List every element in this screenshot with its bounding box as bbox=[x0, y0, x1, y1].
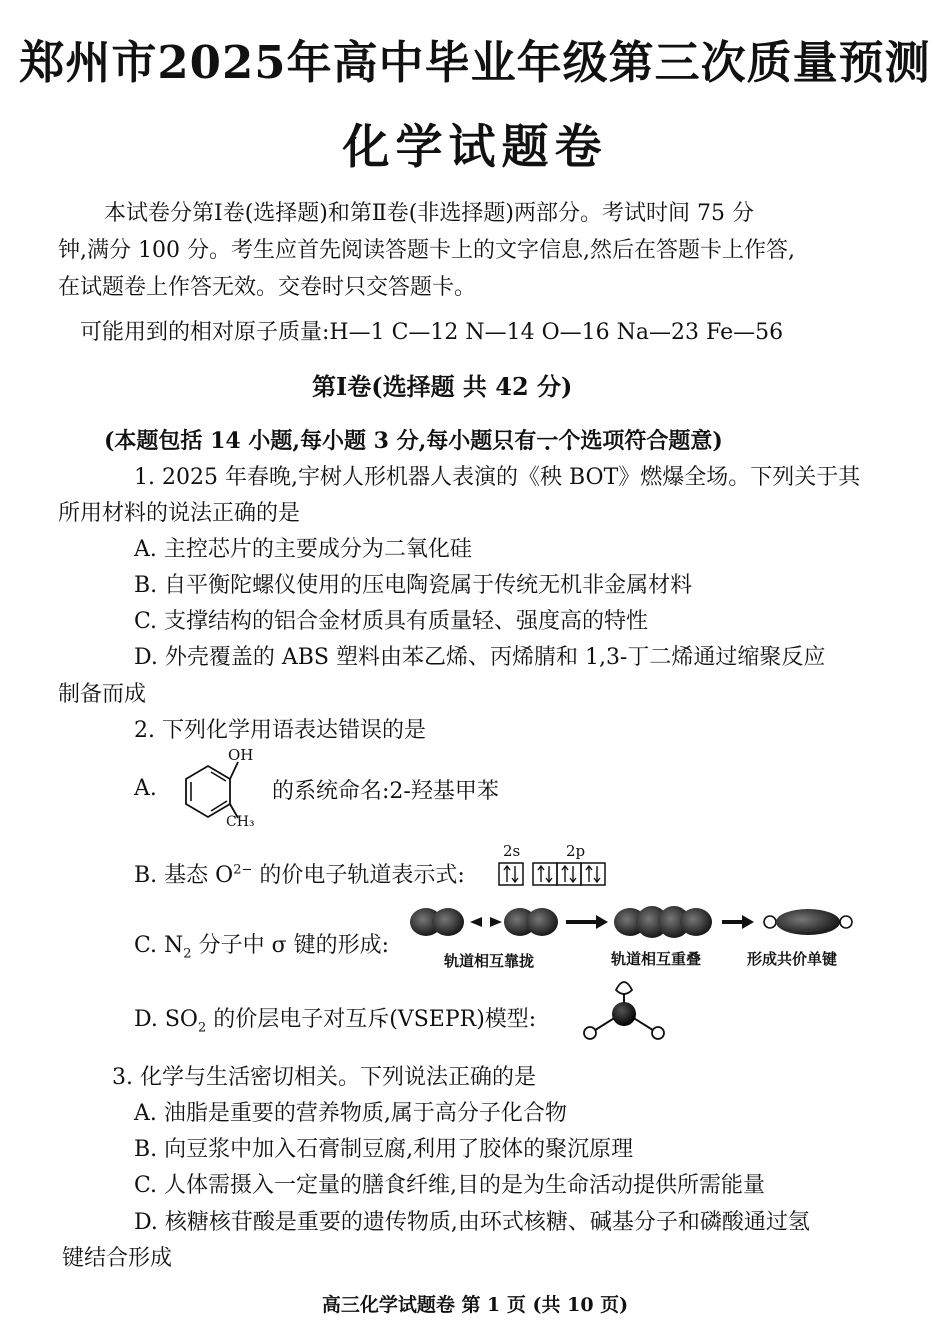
q3-option-b: B. 向豆浆中加入石膏制豆腐,利用了胶体的聚沉原理 bbox=[134, 1137, 634, 1162]
q1-option-d-2: 制备而成 bbox=[58, 682, 147, 707]
q2-d-post: 的价层电子对互斥(VSEPR)模型: bbox=[206, 1007, 537, 1032]
q1-stem-1: 1. 2025 年春晚,宇树人形机器人表演的《秧 BOT》燃爆全场。下列关于其 bbox=[134, 465, 861, 490]
instr-pre: (本题包括 14 小题,每小题 3 分,每小题 bbox=[104, 428, 493, 454]
q2-option-d bbox=[134, 1002, 536, 1035]
q2-stem: 2. 下列化学用语表达错误的是 bbox=[134, 718, 426, 743]
q2-c-sub: 2 bbox=[183, 946, 192, 962]
orbital-2p-label: 2p bbox=[566, 842, 586, 860]
vsepr-model bbox=[578, 976, 670, 1046]
oh-label: OH bbox=[228, 746, 254, 764]
section-title: 第Ⅰ卷(选择题 共 42 分) bbox=[312, 372, 573, 401]
emph-char: 只 bbox=[492, 428, 515, 454]
q2-d-pre: D. SO bbox=[134, 1007, 198, 1032]
q2-d-sub: 2 bbox=[197, 1020, 207, 1036]
q2-option-c bbox=[134, 928, 389, 961]
q3-option-c: C. 人体需摄入一定量的膳食纤维,目的是为生命活动提供所需能量 bbox=[134, 1173, 766, 1198]
q1-option-c: C. 支撑结构的铝合金材质具有质量轻、强度高的特性 bbox=[134, 609, 649, 634]
exam-subtitle: 化学试题卷 bbox=[342, 120, 608, 175]
caption-overlap: 轨道相互重叠 bbox=[611, 950, 702, 968]
sigma-bond-formation-diagram bbox=[408, 900, 858, 946]
q1-option-d-1: D. 外壳覆盖的 ABS 塑料由苯乙烯、丙烯腈和 1,3-丁二烯通过缩聚反应 bbox=[134, 645, 826, 670]
section-instructions bbox=[104, 424, 723, 455]
orbital-2s-label: 2s bbox=[503, 842, 521, 860]
q3-option-d-1: D. 核糖核苷酸是重要的遗传物质,由环式核糖、碱基分子和磷酸通过氢 bbox=[134, 1210, 810, 1235]
emph-char: 个 bbox=[558, 428, 581, 454]
orbital-diagram bbox=[497, 860, 617, 890]
q1-option-b: B. 自平衡陀螺仪使用的压电陶瓷属于传统无机非金属材料 bbox=[134, 573, 693, 598]
exam-title: 郑州市2025年高中毕业年级第三次质量预测 bbox=[19, 36, 931, 89]
intro-line-2: 钟,满分 100 分。考生应首先阅读答题卡上的文字信息,然后在答题卡上作答, bbox=[58, 238, 795, 263]
emph-char: 有 bbox=[514, 428, 537, 454]
q1-option-a: A. 主控芯片的主要成分为二氧化硅 bbox=[134, 537, 472, 562]
caption-single-bond: 形成共价单键 bbox=[747, 950, 838, 968]
ch3-label: CH₃ bbox=[226, 814, 255, 830]
emph-char: 一 bbox=[536, 428, 559, 454]
page-footer: 高三化学试题卷 第 1 页 (共 10 页) bbox=[321, 1294, 629, 1316]
q2-option-a-label: A. bbox=[134, 776, 157, 801]
q3-option-d-2: 键结合形成 bbox=[62, 1246, 173, 1271]
q1-stem-2: 所用材料的说法正确的是 bbox=[58, 501, 301, 526]
atomic-mass-line: 可能用到的相对原子质量:H—1 C—12 N—14 O—16 Na—23 Fe—56 bbox=[80, 320, 784, 345]
q2-c-pre: C. N bbox=[134, 933, 184, 958]
q3-option-a: A. 油脂是重要的营养物质,属于高分子化合物 bbox=[134, 1101, 567, 1126]
q2-b-sup: 2− bbox=[233, 862, 253, 878]
q2-option-b bbox=[134, 858, 465, 889]
instr-post: 选项符合题意) bbox=[580, 428, 723, 454]
q2-b-post: 的价电子轨道表示式: bbox=[252, 863, 465, 888]
q2-option-a-text: 的系统命名:2-羟基甲苯 bbox=[272, 779, 499, 804]
intro-line-3: 在试题卷上作答无效。交卷时只交答题卡。 bbox=[58, 275, 477, 300]
caption-approach: 轨道相互靠拢 bbox=[444, 952, 535, 970]
q2-b-pre: B. 基态 O bbox=[134, 863, 234, 888]
q3-stem: 3. 化学与生活密切相关。下列说法正确的是 bbox=[112, 1065, 536, 1090]
intro-line-1: 本试卷分第Ⅰ卷(选择题)和第Ⅱ卷(非选择题)两部分。考试时间 75 分 bbox=[104, 201, 754, 226]
q2-c-post: 分子中 σ 键的形成: bbox=[191, 933, 389, 958]
